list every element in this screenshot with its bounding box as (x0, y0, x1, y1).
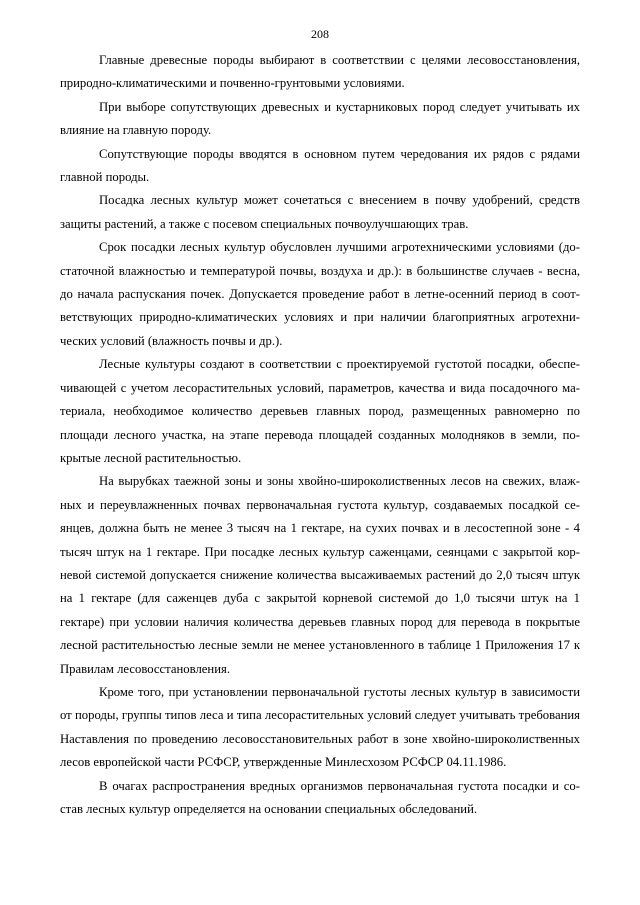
paragraph: При выборе сопутствующих древесных и кустарниковых пород следует учитывать их влияние на главную породу. (60, 99, 580, 138)
page-number: 208 (311, 27, 329, 41)
paragraph: Лесные культуры создают в соответствии с проектируемой густотой посадки, обеспечивающей с учетом лесорастительных условий, параметров, качества и вида посадочного материала, необходимое количество деревьев главных пород, размещенных равномерно по площади лесного участка, на этапе перевода площадей созданных молодняков в земли, покрытые лесной растительностью. (60, 357, 580, 465)
paragraph: На вырубках таежной зоны и зоны хвойно-широколиственных лесов на свежих, влажных и переувлажненных почвах первоначальная густота культур, создаваемых посадкой сеянцев, должна быть не менее 3 тысяч на 1 гектаре, на сухих почвах и в лесостепной зоне - 4 тысяч штук на 1 гектаре. При посадке лесных культур саженцами, сеянцами с закрытой корневой системой допускается снижение количества высаживаемых растений до 2,0 тысяч штук на 1 гектаре (для саженцев дуба с закрытой корневой системой до 1,0 тысячи штук на 1 гектаре) при условии наличия количества деревьев главных пород для перевода в покрытые лесной растительностью лесные земли не менее установленного в таблице 1 Приложения 17 к Правилам лесовосстановления. (60, 474, 580, 676)
paragraph: Сопутствующие породы вводятся в основном путем чередования их рядов с рядами главной породы. (60, 146, 580, 185)
paragraph: Главные древесные породы выбирают в соответствии с целями лесовосстановления, природно-климатическими и почвенно-грунтовыми условиями. (60, 53, 580, 91)
paragraph: Посадка лесных культур может сочетаться с внесением в почву удобрений, средств защиты растений, а также с посевом специальных почвоулучшающих трав. (60, 193, 580, 231)
paragraph: Кроме того, при установлении первоначальной густоты лесных культур в зависимости от породы, группы типов леса и типа лесорастительных условий следует учитывать требования Наставления по проведению лесовосстановительных работ в зоне хвойно-широколиственных лесов европейской части РСФСР, утвержденные Минлесхозом РСФСР 04.11.1986. (60, 684, 580, 770)
body-text (60, 49, 580, 821)
paragraph: Срок посадки лесных культур обусловлен лучшими агротехническими условиями (достаточной влажностью и температурой почвы, воздуха и др.): в большинстве случаев - весна, до начала распускания почек. Допускается проведение работ в летне-осенний период в соответствующих природно-климатических условиях и при наличии благоприятных агротехнических условий (влажность почвы и др.). (60, 240, 580, 348)
paragraph: В очагах распространения вредных организмов первоначальная густота посадки и состав лесных культур определяется на основании специальных обследований. (60, 778, 580, 816)
